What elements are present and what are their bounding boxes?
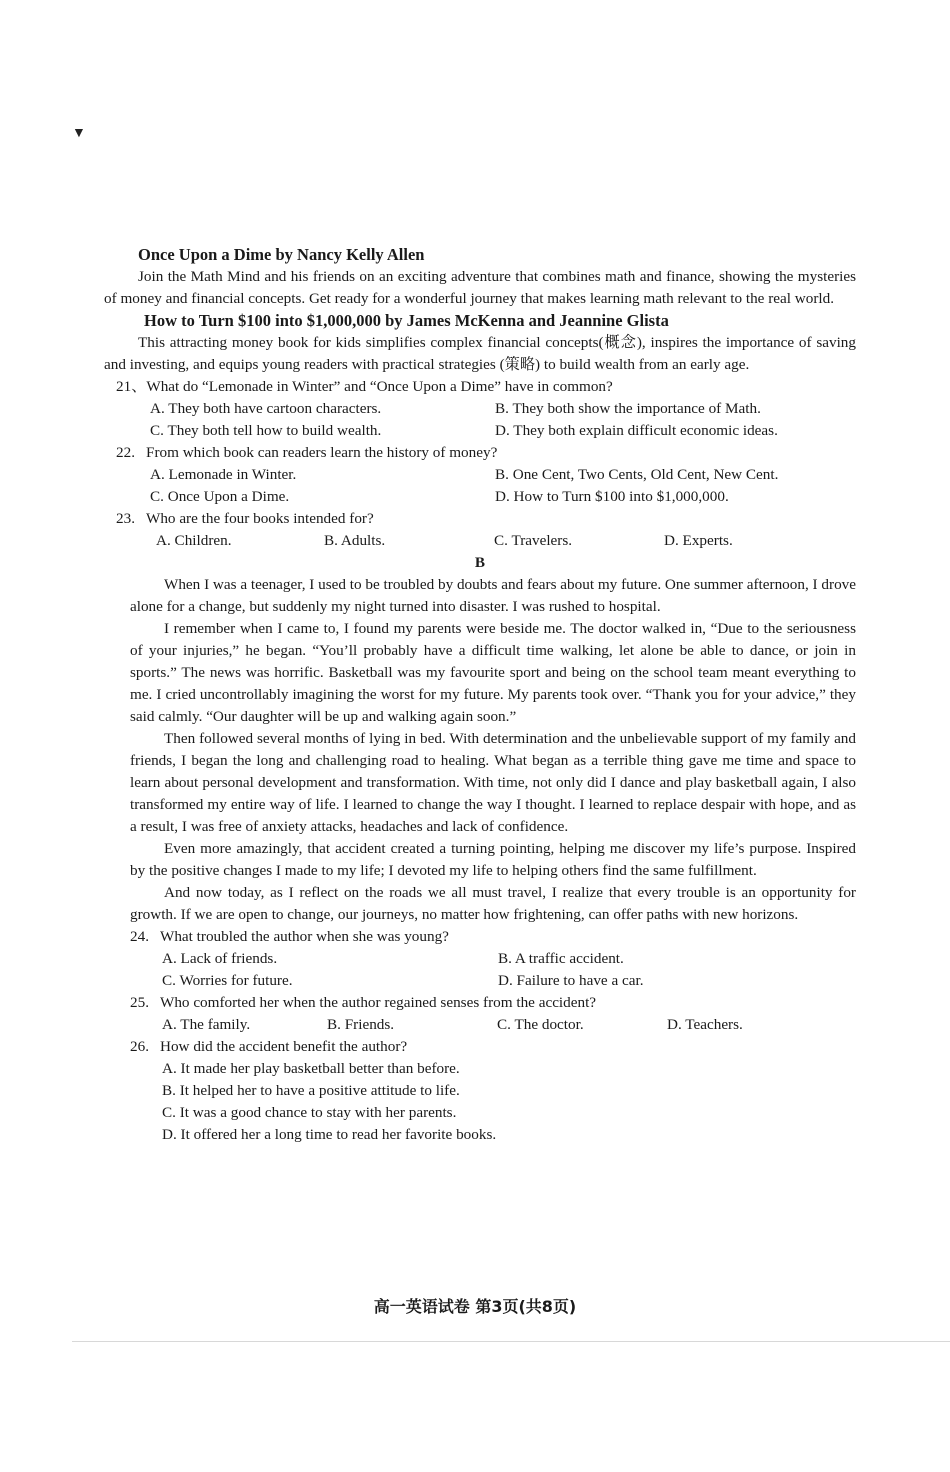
option-d: D. How to Turn $100 into $1,000,000. xyxy=(495,488,729,505)
option-b: B. They both show the importance of Math. xyxy=(495,400,761,417)
page-footer: 高一英语试卷 第3页(共8页) xyxy=(373,1297,577,1316)
book-title-how-to-turn: How to Turn $100 into $1,000,000 by James McKenna and Jeannine Glista xyxy=(144,311,669,330)
exam-page xyxy=(104,244,856,1146)
book-title-once-upon-a-dime: Once Upon a Dime by Nancy Kelly Allen xyxy=(138,245,425,264)
question-stem: How did the accident benefit the author? xyxy=(160,1038,408,1055)
question-21-options xyxy=(104,398,856,442)
option-b: B. Friends. xyxy=(327,1016,395,1033)
option-c: C. They both tell how to build wealth. xyxy=(150,422,382,439)
question-number: 21、 xyxy=(116,378,147,395)
option-a: A. Children. xyxy=(156,532,232,549)
option-a: A. Lack of friends. xyxy=(162,950,278,967)
option-b: B. It helped her to have a positive attitude to life. xyxy=(162,1082,460,1099)
option-d: D. Teachers. xyxy=(667,1016,743,1033)
option-b: B. One Cent, Two Cents, Old Cent, New Cent. xyxy=(495,466,779,483)
section-heading-b: B xyxy=(474,554,486,571)
option-c: C. Once Upon a Dime. xyxy=(150,488,290,505)
question-23 xyxy=(104,508,856,530)
option-d: D. Failure to have a car. xyxy=(498,972,644,989)
option-c: C. It was a good chance to stay with her parents. xyxy=(162,1104,457,1121)
question-number: 26. xyxy=(130,1038,149,1055)
passage-paragraph: Even more amazingly, that accident created a turning pointing, helping me discover my life’s purpose. Inspired by the positive changes I made to my life; I devoted my life to helping others find the same fulfillment. xyxy=(130,840,856,879)
option-a: A. The family. xyxy=(162,1016,251,1033)
question-23-options xyxy=(104,530,856,552)
question-stem: What troubled the author when she was young? xyxy=(160,928,449,945)
question-26 xyxy=(104,1036,856,1058)
question-stem: From which book can readers learn the history of money? xyxy=(146,444,498,461)
passage-paragraph: And now today, as I reflect on the roads we all must travel, I realize that every trouble is an opportunity for growth. If we are open to change, our journeys, no matter how frightening, can offer paths with new horizons. xyxy=(130,884,856,923)
question-24 xyxy=(104,926,856,948)
question-25 xyxy=(104,992,856,1014)
option-a: A. Lemonade in Winter. xyxy=(150,466,297,483)
option-b: B. A traffic accident. xyxy=(498,950,624,967)
passage-paragraph: Then followed several months of lying in bed. With determination and the unbelievable support of my family and friends, I began the long and challenging road to healing. What began as a terrible thing gave me time and space to learn about personal development and transformation. With time, not only did I dance and play basketball again, I also transformed my entire way of life. I learned to change the way I thought. I learned to replace despair with hope, and as a result, I was free of anxiety attacks, headaches and lack of confidence. xyxy=(130,730,856,835)
question-number: 23. xyxy=(116,510,135,527)
page-divider xyxy=(72,1341,950,1342)
option-c: C. Worries for future. xyxy=(162,972,293,989)
question-stem: Who are the four books intended for? xyxy=(146,510,374,527)
book-description-once-upon-a-dime: Join the Math Mind and his friends on an exciting adventure that combines math and finance, showing the mysteries of money and financial concepts. Get ready for a wonderful journey that makes learning math relevant to the real world. xyxy=(104,268,856,307)
option-d: D. It offered her a long time to read her favorite books. xyxy=(162,1126,497,1143)
option-c: C. Travelers. xyxy=(494,532,573,549)
question-number: 25. xyxy=(130,994,149,1011)
question-stem: What do “Lemonade in Winter” and “Once Upon a Dime” have in common? xyxy=(146,378,613,395)
question-26-options xyxy=(104,1058,856,1146)
question-number: 22. xyxy=(116,444,135,461)
corner-mark-icon: ▼ xyxy=(72,126,86,141)
question-stem: Who comforted her when the author regained senses from the accident? xyxy=(160,994,597,1011)
option-a: A. It made her play basketball better than before. xyxy=(162,1060,460,1077)
book-description-how-to-turn: This attracting money book for kids simplifies complex financial concepts(概念), inspires the importance of saving and investing, and equips young readers with practical strategies (策略) to build wealth from an early age. xyxy=(104,334,856,373)
option-b: B. Adults. xyxy=(324,532,386,549)
option-a: A. They both have cartoon characters. xyxy=(150,400,382,417)
option-c: C. The doctor. xyxy=(497,1016,584,1033)
passage-paragraph: When I was a teenager, I used to be troubled by doubts and fears about my future. One summer afternoon, I drove alone for a change, but suddenly my night turned into disaster. I was rushed to hospital. xyxy=(130,576,856,615)
option-d: D. They both explain difficult economic ideas. xyxy=(495,422,778,439)
question-22 xyxy=(104,442,856,464)
question-21 xyxy=(104,376,856,398)
question-number: 24. xyxy=(130,928,149,945)
question-24-options xyxy=(104,948,856,992)
question-22-options xyxy=(104,464,856,508)
passage-paragraph: I remember when I came to, I found my parents were beside me. The doctor walked in, “Due to the seriousness of your injuries,” he began. “You’ll probably have a difficult time walking, let alone be able to dance, or join in sports.” The news was horrific. Basketball was my favourite sport and being on the school team meant everything to me. I cried uncontrollably imagining the worst for my future. My parents took over. “Thank you for your advice,” they said calmly. “Our daughter will be up and walking again soon.” xyxy=(130,620,856,725)
passage-b xyxy=(104,574,856,926)
question-25-options xyxy=(104,1014,856,1036)
option-d: D. Experts. xyxy=(664,532,733,549)
